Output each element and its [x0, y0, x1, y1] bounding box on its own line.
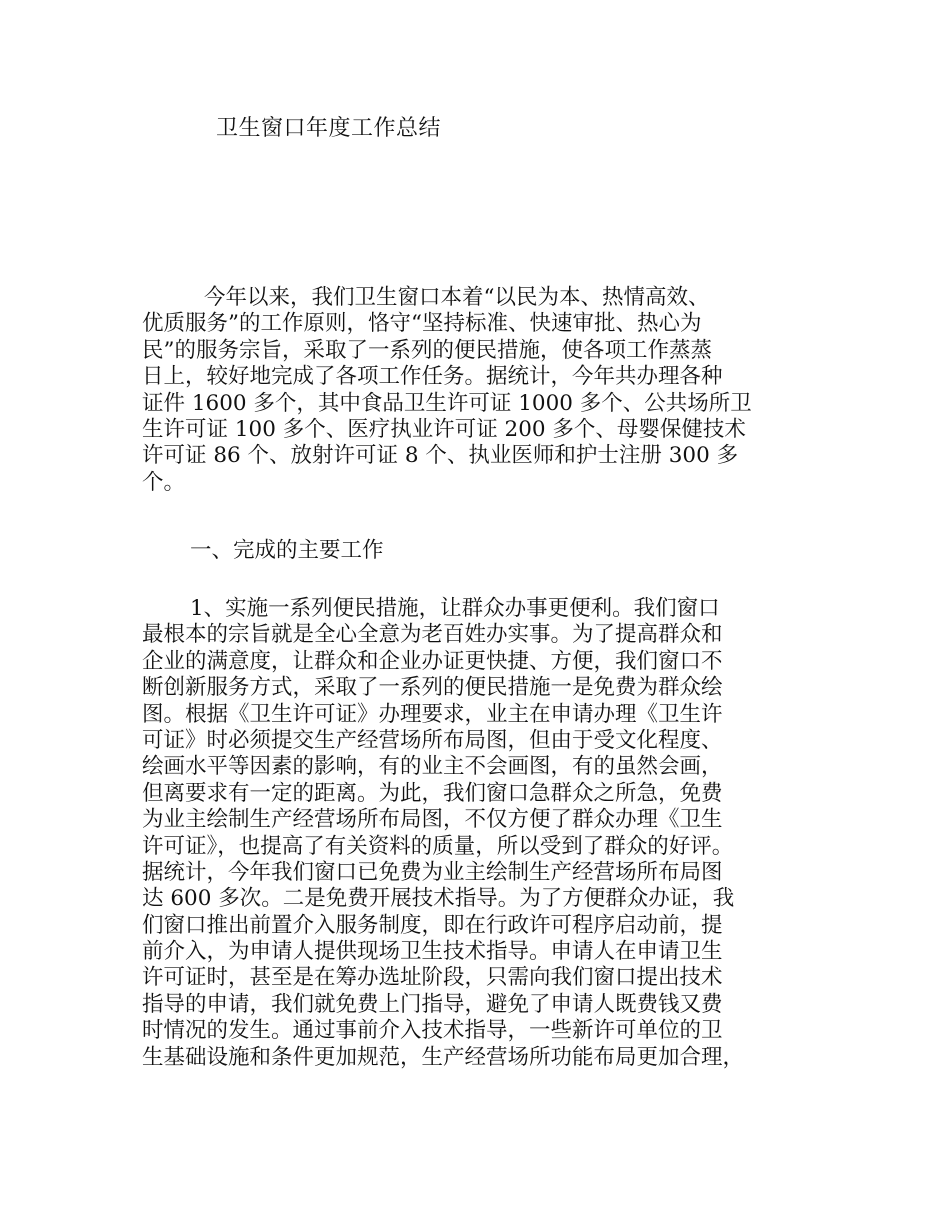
section-1-line: 们窗口推出前置介入服务制度，即在行政许可程序启动前，提: [142, 912, 723, 938]
section-1-line: 可证》时必须提交生产经营场所布局图，但由于受文化程度、: [142, 727, 723, 753]
section-1-line: 生基础设施和条件更加规范，生产经营场所功能布局更加合理，: [142, 1044, 745, 1070]
section-1-line: 据统计，今年我们窗口已免费为业主绘制生产经营场所布局图: [142, 859, 723, 885]
intro-line: 证件 1600 多个，其中食品卫生许可证 1000 多个、公共场所卫: [142, 390, 752, 416]
section-heading: [142, 538, 822, 564]
section-1-line: 图。根据《卫生许可证》办理要求，业主在申请办理《卫生许: [142, 701, 723, 727]
section-1-line: 为业主绘制生产经营场所布局图，不仅方便了群众办理《卫生: [142, 807, 723, 833]
section-1-line: 达 600 多次。二是免费开展技术指导。为了方便群众办证，我: [142, 886, 735, 912]
section-1-line: 时情况的发生。通过事前介入技术指导，一些新许可单位的卫: [142, 1018, 723, 1044]
section-1-line: 断创新服务方式，采取了一系列的便民措施一是免费为群众绘: [142, 675, 723, 701]
section-1-line: 许可证》，也提高了有关资料的质量，所以受到了群众的好评。: [142, 833, 734, 859]
intro-line: 个。: [142, 469, 186, 495]
intro-line: 生许可证 100 多个、医疗执业许可证 200 多个、母婴保健技术: [142, 416, 746, 442]
intro-line: 日上，较好地完成了各项工作任务。据统计，今年共办理各种: [142, 364, 723, 390]
section-1-line: 1、实施一系列便民措施，让群众办事更便利。我们窗口: [190, 596, 720, 621]
section-1-line: 企业的满意度，让群众和企业办证更快捷、方便，我们窗口不: [142, 648, 723, 674]
document-title: 卫生窗口年度工作总结: [216, 116, 442, 141]
section-1-line: 但离要求有一定的距离。为此，我们窗口急群众之所急，免费: [142, 780, 723, 806]
section-1-line: 绘画水平等因素的影响，有的业主不会画图，有的虽然会画，: [142, 754, 723, 780]
section-1-line: 许可证时，甚至是在筹办选址阶段，只需向我们窗口提出技术: [142, 965, 723, 991]
section-heading-text: 一、完成的主要工作: [190, 538, 384, 563]
intro-line: 民”的服务宗旨，采取了一系列的便民措施，使各项工作蒸蒸: [142, 337, 712, 363]
intro-line: 优质服务”的工作原则，恪守“坚持标准、快速审批、热心为: [142, 311, 702, 337]
section-1-line: 最根本的宗旨就是全心全意为老百姓办实事。为了提高群众和: [142, 622, 723, 648]
section-1-line: 指导的申请，我们就免费上门指导，避免了申请人既费钱又费: [142, 991, 723, 1017]
section-1-paragraph: [142, 596, 822, 1071]
intro-line: 今年以来，我们卫生窗口本着“以民为本、热情高效、: [204, 285, 710, 310]
intro-line: 许可证 86 个、放射许可证 8 个、执业医师和护士注册 300 多: [142, 443, 739, 469]
section-1-line: 前介入，为申请人提供现场卫生技术指导。申请人在申请卫生: [142, 939, 723, 965]
intro-paragraph: [142, 285, 822, 496]
